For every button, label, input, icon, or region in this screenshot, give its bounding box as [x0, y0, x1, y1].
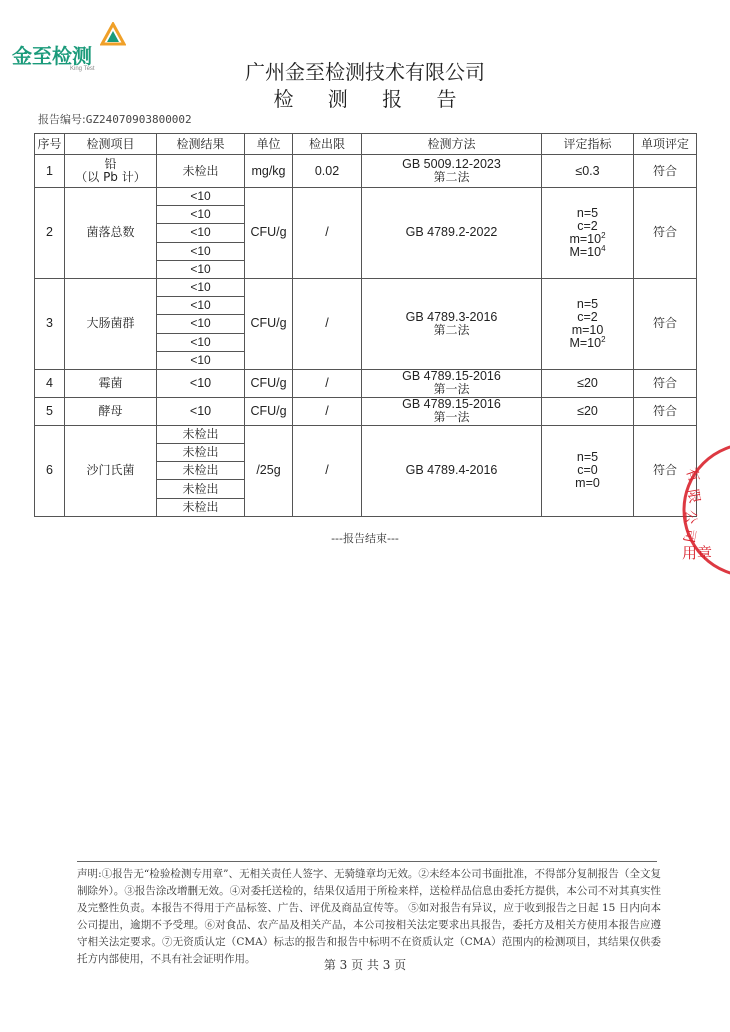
criteria-m-exp: 2: [601, 230, 606, 240]
row-method: GB 4789.2-2022: [362, 188, 542, 279]
criteria-m: m=0: [575, 476, 600, 491]
header-criteria: 评定指标: [542, 134, 634, 155]
row-result: 未检出: [157, 155, 245, 188]
row-no: 6: [35, 425, 65, 516]
table-row: [35, 369, 697, 397]
table-row: [35, 425, 697, 443]
document-title: 检 测 报 告: [273, 87, 471, 111]
row-method-std: GB 5009.12-2023: [402, 157, 501, 171]
row-item-sub: （以 Pb 计）: [75, 170, 146, 184]
row-verdict: 符合: [634, 155, 697, 188]
row-method-std: GB 4789.15-2016: [402, 397, 501, 412]
row-result: 未检出: [157, 480, 245, 498]
criteria-m-base: m=10: [569, 231, 602, 246]
header-method: 检测方法: [362, 134, 542, 155]
row-item: 大肠菌群: [65, 278, 157, 369]
row-no: 2: [35, 188, 65, 279]
row-limit: /: [293, 425, 362, 516]
row-method-std: GB 4789.15-2016: [402, 369, 501, 384]
row-verdict: 符合: [634, 369, 697, 397]
svg-text:公: 公: [682, 510, 698, 524]
row-limit: /: [293, 397, 362, 425]
criteria-M: [542, 243, 633, 259]
row-unit: CFU/g: [245, 369, 293, 397]
row-unit: CFU/g: [245, 278, 293, 369]
table-header-row: [35, 134, 697, 155]
row-result: 未检出: [157, 425, 245, 443]
row-no: 3: [35, 278, 65, 369]
row-unit: CFU/g: [245, 188, 293, 279]
criteria-n: n=5: [576, 296, 599, 311]
row-result: <10: [157, 260, 245, 278]
svg-text:有: 有: [682, 465, 703, 485]
row-no: 5: [35, 397, 65, 425]
row-result: <10: [157, 315, 245, 333]
company-name: 广州金至检测技术有限公司: [245, 60, 485, 84]
criteria-c: c=2: [577, 218, 598, 233]
row-unit: /25g: [245, 425, 293, 516]
row-limit: /: [293, 188, 362, 279]
row-limit: /: [293, 278, 362, 369]
row-item: [65, 155, 157, 188]
row-criteria: ≤20: [542, 369, 634, 397]
row-result: <10: [157, 397, 245, 425]
row-method-std: GB 4789.3-2016: [405, 309, 498, 324]
row-verdict: 符合: [634, 188, 697, 279]
row-result: <10: [157, 333, 245, 351]
row-criteria: [542, 425, 634, 516]
criteria-c: c=0: [577, 463, 598, 478]
footer-divider: [77, 861, 657, 862]
row-result: <10: [157, 369, 245, 397]
header-no: 序号: [35, 134, 65, 155]
row-result: <10: [157, 351, 245, 369]
table-row: [35, 155, 697, 188]
row-item-name: 铅: [104, 157, 117, 171]
row-method-sub: 第一法: [433, 382, 470, 397]
row-method-sub: 第一法: [433, 410, 470, 425]
header-item: 检测项目: [65, 134, 157, 155]
header-verdict: 单项评定: [634, 134, 697, 155]
row-item: 酵母: [65, 397, 157, 425]
row-no: 4: [35, 369, 65, 397]
row-method: [362, 369, 542, 397]
logo-text: 金至检测: [12, 44, 92, 68]
criteria-m: m=10: [571, 322, 604, 337]
row-verdict: 符合: [634, 278, 697, 369]
criteria-M-exp: 4: [601, 243, 606, 253]
row-criteria: [542, 278, 634, 369]
criteria-n: n=5: [576, 205, 599, 220]
row-method: [362, 397, 542, 425]
row-result: 未检出: [157, 462, 245, 480]
svg-text:限: 限: [684, 487, 703, 505]
report-number-value: GZ24070903800002: [85, 113, 192, 126]
table-row: [35, 278, 697, 296]
row-result: <10: [157, 297, 245, 315]
row-verdict: 符合: [634, 397, 697, 425]
logo-subtext: King Test: [70, 66, 95, 72]
row-unit: mg/kg: [245, 155, 293, 188]
svg-text:用章: 用章: [682, 544, 713, 562]
row-item: 菌落总数: [65, 188, 157, 279]
row-result: <10: [157, 278, 245, 296]
company-seal-icon: [672, 440, 730, 580]
table-row: [35, 188, 697, 206]
criteria-M: [542, 334, 633, 350]
row-result: <10: [157, 188, 245, 206]
header-result: 检测结果: [157, 134, 245, 155]
row-limit: /: [293, 369, 362, 397]
row-criteria: [542, 188, 634, 279]
criteria-M-base: M=10: [569, 335, 602, 350]
disclaimer-text: 声明:①报告无“检验检测专用章”、无相关责任人签字、无骑缝章均无效。②未经本公司书面批准，不得部分复制报告（全文复制除外）。③报告涂改增删无效。④对委托送检的，结果仅适用于所检来样，送检样品信息由委托方提供，本公司不对其真实性及完整性负责。本报告不得用于产品标签、广告、评优及商品宣传等。 ⑤如对报告有异议，应于收到报告之日起 15 日内向本公司提出，逾期不予受理。⑥对食品、农产品及相关产品，本公司按相关法定要求出具报告，委托方及相关方使用本报告应遵守相关法定要求。⑦无资质认定（CMA）标志的报告和报告中标明不在资质认定（CMA）范围内的检测项目，其结果仅供委托方内部使用，不具有社会证明作用。: [77, 868, 661, 965]
row-result: <10: [157, 206, 245, 224]
header-unit: 单位: [245, 134, 293, 155]
row-result: <10: [157, 224, 245, 242]
table-row: [35, 397, 697, 425]
criteria-c: c=2: [577, 309, 598, 324]
row-result: 未检出: [157, 444, 245, 462]
report-number-label: 报告编号:: [38, 113, 86, 126]
row-item: 沙门氏菌: [65, 425, 157, 516]
criteria-M-base: M=10: [569, 244, 602, 259]
row-unit: CFU/g: [245, 397, 293, 425]
report-number: [38, 111, 192, 127]
row-method: [362, 155, 542, 188]
row-no: 1: [35, 155, 65, 188]
results-table: [34, 133, 697, 517]
row-method-sub: 第二法: [433, 170, 470, 184]
logo-mark-icon: [100, 22, 126, 48]
row-criteria: ≤0.3: [542, 155, 634, 188]
row-result: 未检出: [157, 498, 245, 516]
row-criteria: ≤20: [542, 397, 634, 425]
row-method: [362, 278, 542, 369]
criteria-n: n=5: [576, 450, 599, 465]
row-result: <10: [157, 242, 245, 260]
row-item: 霉菌: [65, 369, 157, 397]
page-number: 第 3 页 共 3 页: [323, 958, 407, 972]
row-verdict: 符合: [634, 425, 697, 516]
report-end-note: ---报告结束---: [331, 532, 399, 545]
criteria-M-exp: 2: [601, 334, 606, 344]
row-method-sub: 第二法: [433, 322, 470, 337]
header-limit: 检出限: [293, 134, 362, 155]
svg-text:司: 司: [679, 527, 698, 544]
row-method: GB 4789.4-2016: [362, 425, 542, 516]
row-limit: 0.02: [293, 155, 362, 188]
